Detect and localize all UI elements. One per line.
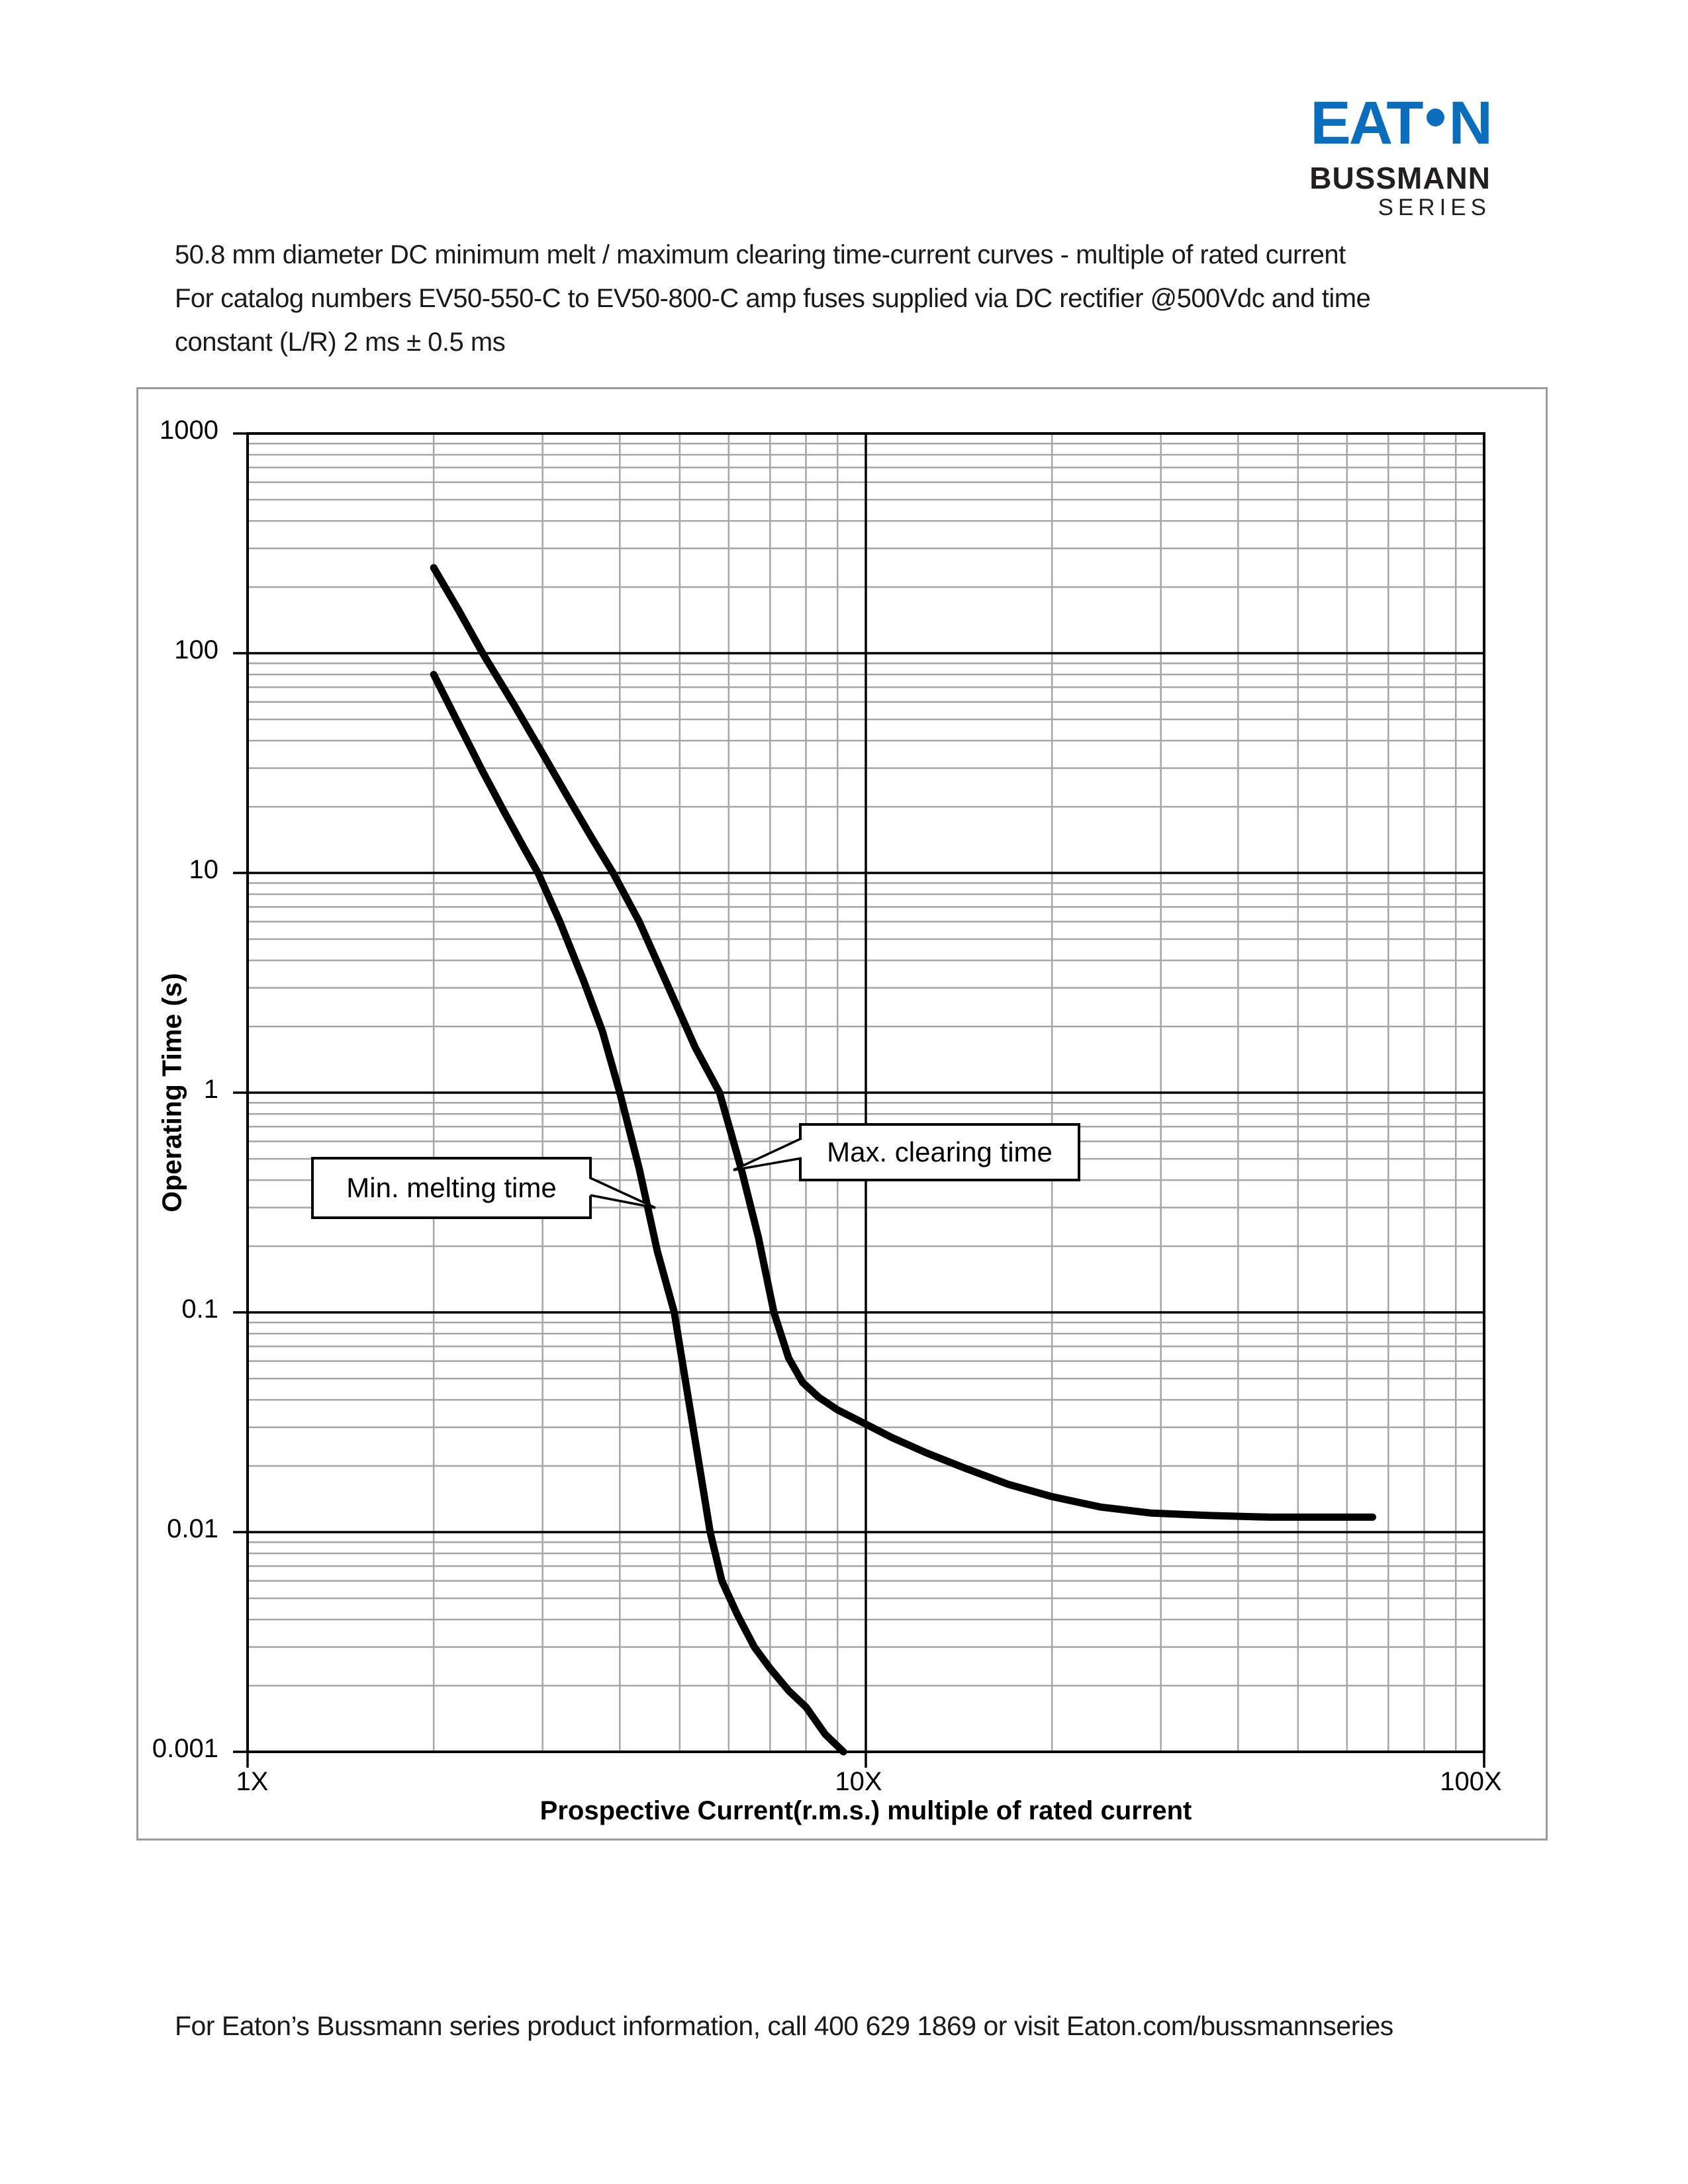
series-wordmark: SERIES bbox=[1378, 195, 1491, 220]
y-tick-100: 100 bbox=[174, 635, 218, 664]
x-axis-title: Prospective Current(r.m.s.) multiple of rated current bbox=[539, 1796, 1192, 1825]
title-line-3: constant (L/R) 2 ms ± 0.5 ms bbox=[175, 328, 506, 357]
curve-max-clearing-time bbox=[434, 568, 1372, 1518]
callout-max-clearing-time: Max. clearing time bbox=[827, 1136, 1053, 1167]
y-tick-10: 10 bbox=[189, 855, 218, 884]
chart-canvas bbox=[138, 389, 1546, 1839]
y-tick-1000: 1000 bbox=[160, 416, 218, 445]
callout-min-melting-time: Min. melting time bbox=[346, 1172, 557, 1203]
y-tick-1: 1 bbox=[203, 1075, 218, 1104]
y-tick-0-1: 0.1 bbox=[181, 1295, 218, 1324]
eaton-wordmark-left: EAT bbox=[1310, 89, 1422, 157]
title-line-2: For catalog numbers EV50-550-C to EV50-800-C amp fuses supplied via DC rectifier @500Vdc and time bbox=[175, 284, 1371, 313]
bussmann-wordmark: BUSSMANN bbox=[1309, 161, 1491, 195]
document-title bbox=[175, 233, 1370, 364]
x-tick-100x: 100X bbox=[1440, 1767, 1502, 1796]
y-tick-0-001: 0.001 bbox=[152, 1734, 218, 1763]
time-current-chart bbox=[136, 387, 1548, 1841]
y-tick-0-01: 0.01 bbox=[167, 1514, 218, 1543]
title-line-1: 50.8 mm diameter DC minimum melt / maximum clearing time-current curves - multiple of rated current bbox=[175, 240, 1346, 269]
x-tick-1x: 1X bbox=[236, 1767, 269, 1796]
eaton-bussmann-logo bbox=[1309, 91, 1491, 219]
eaton-wordmark-right: N bbox=[1448, 89, 1491, 157]
eaton-wordmark bbox=[1309, 91, 1491, 155]
footer-contact-line: For Eaton’s Bussmann series product information, call 400 629 1869 or visit Eaton.com/bussmannseries bbox=[175, 2011, 1393, 2041]
y-axis-title: Operating Time (s) bbox=[156, 973, 187, 1212]
x-tick-10x: 10X bbox=[835, 1767, 882, 1796]
eaton-logo-dot-icon bbox=[1427, 109, 1444, 126]
